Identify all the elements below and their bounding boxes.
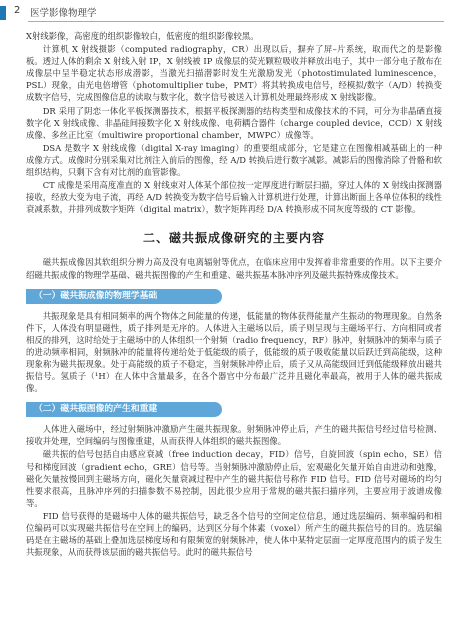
paragraph: 磁共振的信号包括自由感应衰减（free induction decay，FID）信号，自旋回波（spin echo，SE）信号和梯度回波（gradient echo，GRE）信号等。当射频脉冲激励停止后，宏观磁化矢量开始自由进动和弛豫，磁化矢量按慢回到主磁场方向，磁化矢量衰减过程中产生的磁共振信号称作 FID 信号。FID 信号对磁场的均匀性要求很高，且脉冲序列的扫描参数不易控制，因此很少应用于常规的磁共振扫描序列，主要应用于波谱成像等。	[26, 449, 442, 508]
running-header	[0, 0, 464, 26]
paragraph: 磁共振成像因其软组织分辨力高及没有电离辐射等优点，在临床应用中发挥着非常重要的作用。以下主要介绍磁共振成像的物理学基础、磁共振图像的产生和重建、磁共振基本脉冲序列及磁共振特殊成像技术。	[26, 257, 442, 280]
paragraph: 计算机 X 射线摄影（computed radiography，CR）出现以后，摒弃了屏–片系统，取而代之的是影像板。透过人体的剩余 X 射线入射 IP，X 射线被 IP 成像层的荧光颗粒吸收并释放出电子，其中一部分电子散布在成像层中呈半稳定状态形成潜影，当激光扫描潜影时发生光激励发光（photostimulated luminescence，PSL）现象，由光电倍增管（photomultiplier tube，PMT）将其转换成电信号，经模拟/数字（A/D）转换变成数字信号，完成图像信息的读取与数字化，数字信号被送入计算机处理最终形成 X 射线影像。	[26, 44, 442, 103]
subsection-heading-physics: （一）磁共振成像的物理学基础	[26, 289, 222, 304]
paragraph: X射线影像，高密度的组织影像较白，低密度的组织影像较黑。	[26, 31, 259, 41]
page-body	[26, 30, 442, 559]
paragraph: DR 采用了阴恋一体化平板探测器技术，根据平板探测器的结构类型和成像技术的不同，可分为非晶硒直接数字化 X 射线成像、非晶硅间接数字化 X 射线成像、电荷耦合器件（charge coupled device，CCD）X 射线成像、多丝正比室（multiwire proportional chamber，MWPC）成像等。	[26, 105, 442, 140]
header-rule	[28, 21, 444, 22]
paragraph: 共振现象是具有相同频率的两个物体之间能量的传递，低能量的物体获得能量产生振动的物理现象。自然条件下，人体没有明显磁性，质子排列是无序的。人体进入主磁场以后，质子则呈现与主磁场平行、方向相同或者相反的排列，这时给处于主磁场中的人体组织一个射频（radio frequency，RF）脉冲，射频脉冲的频率与质子的进动频率相同，射频脉冲的能量将传递给处于低能级的质子，低能级的质子吸收能量以后跃迁到高能级，这种现象称为磁共振现象。处于高能级的质子不稳定，当射频脉冲停止后，质子又从高能级回迁到低能级释放出磁共振信号。氢质子（¹H）在人体中含量最多，在各个器官中分布最广泛并且磁化率最高，被用于人体的磁共振成像。	[26, 310, 442, 394]
section-heading: 二、磁共振成像研究的主要内容	[142, 231, 325, 246]
paragraph: CT 成像是采用高度准直的 X 射线束对人体某个部位按一定厚度进行断层扫描，穿过人体的 X 射线由探测器接收，经放大变为电子流，再经 A/D 转换变为数字信号后输入计算机进行处理，计算出断面上各单位体积的线性衰减系数，并排列成数字矩阵（digital matrix），数字矩阵再经 D/A 转换形成不同灰度等级的 CT 影像。	[26, 180, 442, 215]
paragraph: FID 信号获得的是磁场中人体的磁共振信号，缺乏各个信号的空间定位信息，通过选层编码、频率编码和相位编码可以实现磁共振信号在空间上的编码，达到区分每个体素（voxel）所产生的磁共振信号的目的。选层编码是在主磁场的基础上叠加选层梯度场和有限频宽的射频脉冲，使人体中某特定层面一定厚度范围内的质子发生共振现象，从而获得该层面的磁共振信号。此时的磁共振信号	[26, 510, 442, 558]
header-accent-bar	[0, 6, 6, 20]
page-number: 2	[14, 5, 21, 16]
paragraph: DSA 是数字 X 射线成像（digital X-ray imaging）的重要组成部分，它是建立在图像相减基础上的一种成像方式。成像时分别采集对比剂注入前后的图像，经 A/D 转换后进行数字减影。减影后的图像消除了骨骼和软组织结构，只剩下含有对比剂的血管影像。	[26, 142, 442, 178]
paragraph: 人体进入磁场中，经过射频脉冲激励产生磁共振现象。射频脉冲停止后，产生的磁共振信号经过信号检测、接收并处理，空间编码与图像重建，从而获得人体组织的磁共振图像。	[26, 424, 442, 447]
subsection-heading-image-generation: （二）磁共振图像的产生和重建	[26, 402, 222, 417]
running-title: 医学影像物理学	[30, 8, 97, 19]
